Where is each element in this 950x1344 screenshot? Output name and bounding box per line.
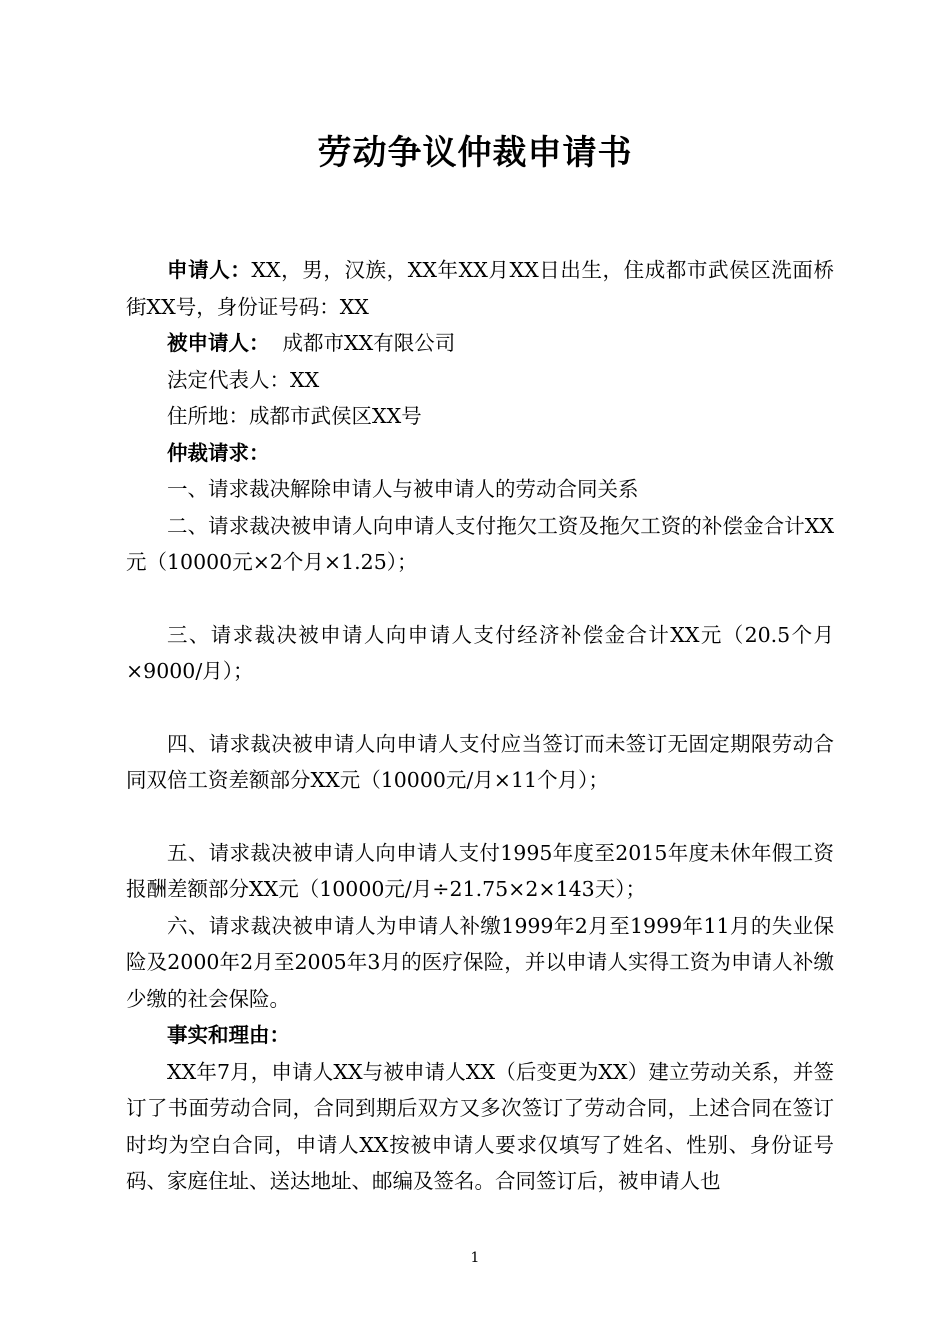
- claim-1: 一、请求裁决解除申请人与被申请人的劳动合同关系: [167, 477, 639, 501]
- applicant-paragraph: [126, 252, 834, 325]
- respondent-text: 成都市XX有限公司: [269, 331, 456, 355]
- claim-5: 五、请求裁决被申请人向申请人支付1995年度至2015年度未休年假工资报酬差额部分XX元（10000元/月÷21.75×2×143天）；: [126, 840, 834, 901]
- claim-6: 六、请求裁决被申请人为申请人补缴1999年2月至1999年11月的失业保险及2000年2月至2005年3月的医疗保险，并以申请人实得工资为申请人补缴少缴的社会保险。: [126, 913, 834, 1011]
- claim-3: 三、请求裁决被申请人向申请人支付经济补偿金合计XX元（20.5个月×9000/月）；: [126, 622, 834, 683]
- page-number: 1: [470, 1250, 480, 1266]
- claims-heading: 仲裁请求：: [167, 440, 270, 465]
- applicant-text: XX，男，汉族，XX年XX月XX日出生，住成都市武侯区洗面桥街XX号，身份证号码：XX: [126, 258, 835, 319]
- legal-representative: 法定代表人：XX: [167, 367, 320, 392]
- document-body: [126, 252, 834, 1200]
- claim-2: 二、请求裁决被申请人向申请人支付拖欠工资及拖欠工资的补偿金合计XX元（10000元×2个月×1.25）；: [126, 513, 834, 574]
- respondent-label: 被申请人：: [167, 331, 270, 355]
- applicant-label: 申请人：: [167, 258, 252, 282]
- respondent-paragraph: [126, 325, 834, 362]
- document-title: 劳动争议仲裁申请书: [317, 133, 633, 173]
- facts-heading: 事实和理由：: [167, 1023, 290, 1047]
- facts-paragraph: XX年7月，申请人XX与被申请人XX（后变更为XX）建立劳动关系，并签订了书面劳动合同，合同到期后双方又多次签订了劳动合同，上述合同在签订时均为空白合同，申请人XX按被申请人要求仅填写了姓名、性别、身份证号码、家庭住址、送达地址、邮编及签名。合同签订后，被申请人也: [126, 1059, 834, 1193]
- respondent-address: 住所地：成都市武侯区XX号: [167, 404, 422, 428]
- claim-4: 四、请求裁决被申请人向申请人支付应当签订而未签订无固定期限劳动合同双倍工资差额部分XX元（10000元/月×11个月）；: [126, 731, 834, 792]
